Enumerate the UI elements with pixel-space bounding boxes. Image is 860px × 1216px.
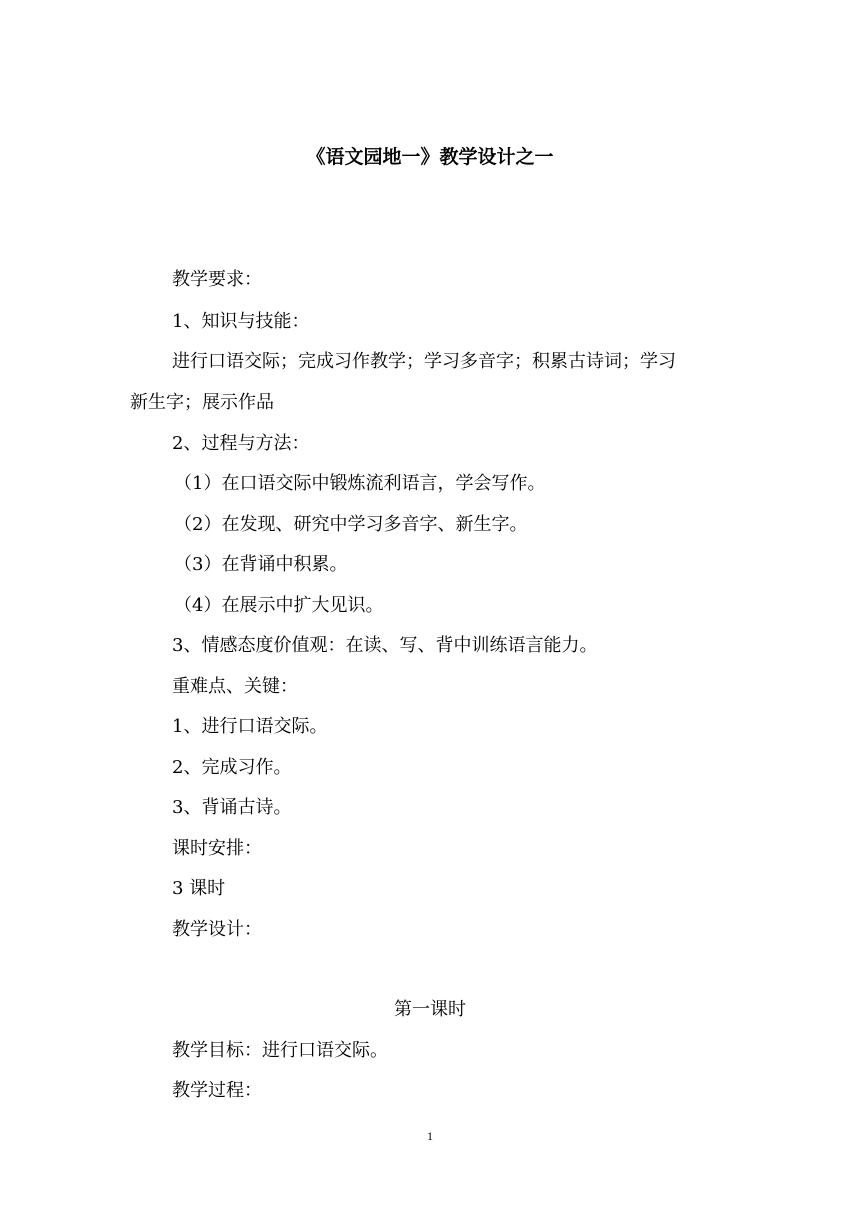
section-heading: 第一课时: [394, 999, 466, 1020]
paragraph-teaching-requirements: 教学要求：: [172, 269, 262, 290]
list-item: 1、进行口语交际。: [172, 716, 328, 737]
paragraph-attitude-values: 3、情感态度价值观：在读、写、背中训练语言能力。: [172, 635, 598, 656]
paragraph-body-line: 进行口语交际；完成习作教学；学习多音字；积累古诗词；学习: [172, 351, 676, 372]
list-item: （4）在展示中扩大见识。: [174, 595, 384, 616]
list-item: 2、完成习作。: [172, 757, 292, 778]
paragraph-class-arrangement: 课时安排：: [172, 838, 262, 859]
paragraph-teaching-process: 教学过程：: [172, 1080, 262, 1101]
list-item: 3、背诵古诗。: [172, 797, 292, 818]
paragraph-knowledge-skills: 1、知识与技能：: [172, 311, 310, 332]
document-title: 《语文园地一》教学设计之一: [306, 146, 554, 168]
paragraph-body-line: 新生字；展示作品: [130, 392, 274, 413]
paragraph-teaching-design: 教学设计：: [172, 919, 262, 940]
paragraph-teaching-goal: 教学目标：进行口语交际。: [172, 1040, 388, 1061]
list-item: （3）在背诵中积累。: [174, 554, 348, 575]
paragraph-process-method: 2、过程与方法：: [172, 433, 310, 454]
list-item: （2）在发现、研究中学习多音字、新生字。: [174, 514, 528, 535]
paragraph-key-points: 重难点、关键：: [172, 676, 298, 697]
page-number: 1: [427, 1129, 433, 1143]
paragraph-class-hours: 3 课时: [172, 878, 226, 899]
list-item: （1）在口语交际中锻炼流利语言，学会写作。: [174, 473, 546, 494]
